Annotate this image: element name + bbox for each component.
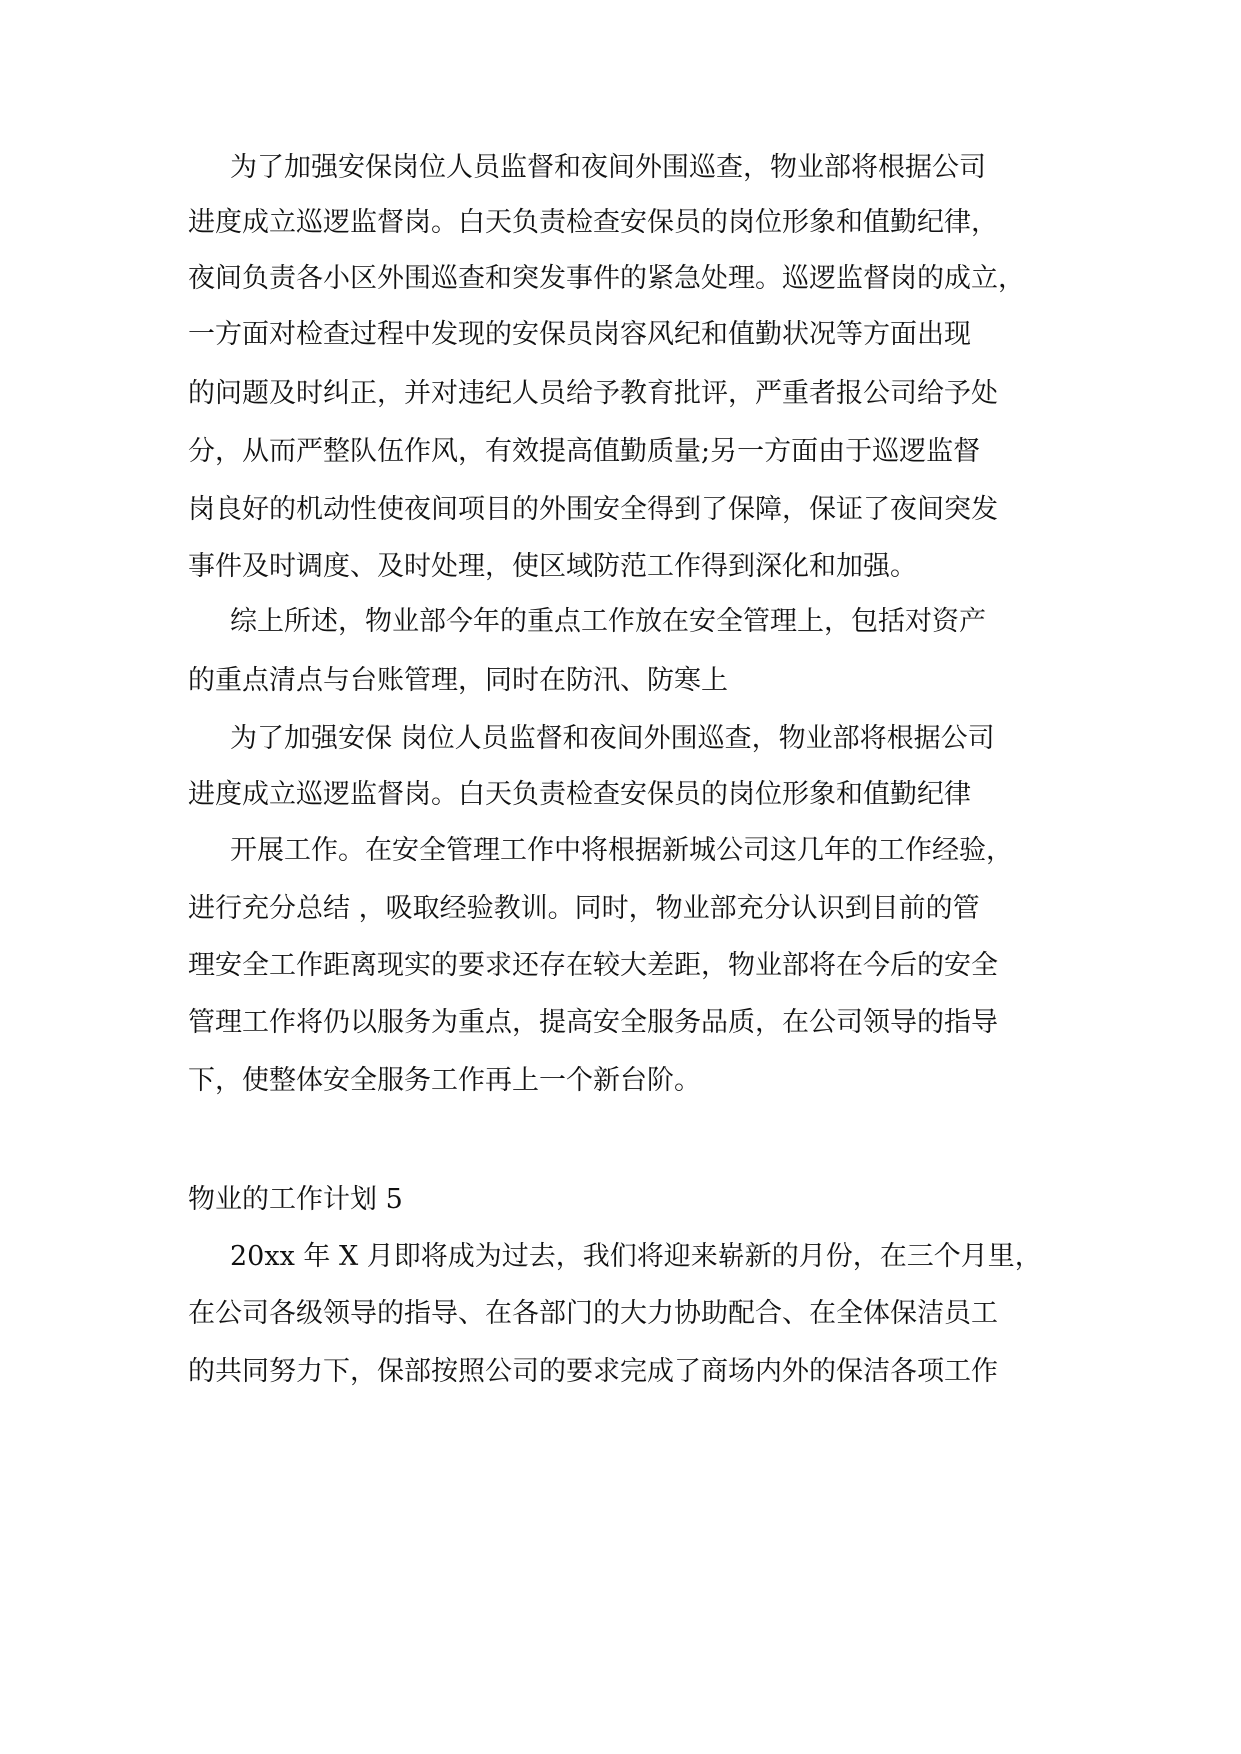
paragraph-5-line-2: 在公司各级领导的指导、在各部门的大力协助配合、在全体保洁员工 (188, 1298, 998, 1329)
paragraph-2-line-1: 综上所述，物业部今年的重点工作放在安全管理上，包括对资产 (230, 606, 986, 637)
paragraph-5-line-1: 20xx 年 X 月即将成为过去，我们将迎来崭新的月份，在三个月里， (230, 1241, 1042, 1272)
paragraph-4-line-5: 下，使整体安全服务工作再上一个新台阶。 (188, 1065, 701, 1096)
paragraph-1-line-3: 夜间负责各小区外围巡查和突发事件的紧急处理。巡逻监督岗的成立， (188, 263, 1025, 294)
paragraph-1-line-4: 一方面对检查过程中发现的安保员岗容风纪和值勤状况等方面出现 (188, 319, 971, 350)
paragraph-4-line-2: 进行充分总结 ，吸取经验教训。同时，物业部充分认识到目前的管 (188, 893, 980, 924)
paragraph-3-line-2: 进度成立巡逻监督岗。白天负责检查安保员的岗位形象和值勤纪律 (188, 779, 971, 810)
paragraph-2-line-2: 的重点清点与台账管理，同时在防汛、防寒上 (188, 665, 728, 696)
paragraph-1-line-1: 为了加强安保岗位人员监督和夜间外围巡查，物业部将根据公司 (230, 152, 986, 183)
paragraph-1-line-5: 的问题及时纠正，并对违纪人员给予教育批评，严重者报公司给予处 (188, 378, 998, 409)
section-heading: 物业的工作计划 5 (188, 1184, 403, 1215)
paragraph-1-line-7: 岗良好的机动性使夜间项目的外围安全得到了保障，保证了夜间突发 (188, 494, 998, 525)
paragraph-4-line-4: 管理工作将仍以服务为重点，提高安全服务品质，在公司领导的指导 (188, 1007, 998, 1038)
paragraph-1-line-6: 分，从而严整队伍作风，有效提高值勤质量;另一方面由于巡逻监督 (188, 436, 981, 467)
paragraph-1-line-8: 事件及时调度、及时处理，使区域防范工作得到深化和加强。 (188, 551, 917, 582)
paragraph-3-line-1: 为了加强安保 岗位人员监督和夜间外围巡查，物业部将根据公司 (230, 723, 995, 754)
paragraph-4-line-1: 开展工作。在安全管理工作中将根据新城公司这几年的工作经验， (230, 835, 1013, 866)
paragraph-4-line-3: 理安全工作距离现实的要求还存在较大差距，物业部将在今后的安全 (188, 950, 998, 981)
paragraph-1-line-2: 进度成立巡逻监督岗。白天负责检查安保员的岗位形象和值勤纪律， (188, 207, 998, 238)
paragraph-5-line-3: 的共同努力下，保部按照公司的要求完成了商场内外的保洁各项工作 (188, 1356, 998, 1387)
